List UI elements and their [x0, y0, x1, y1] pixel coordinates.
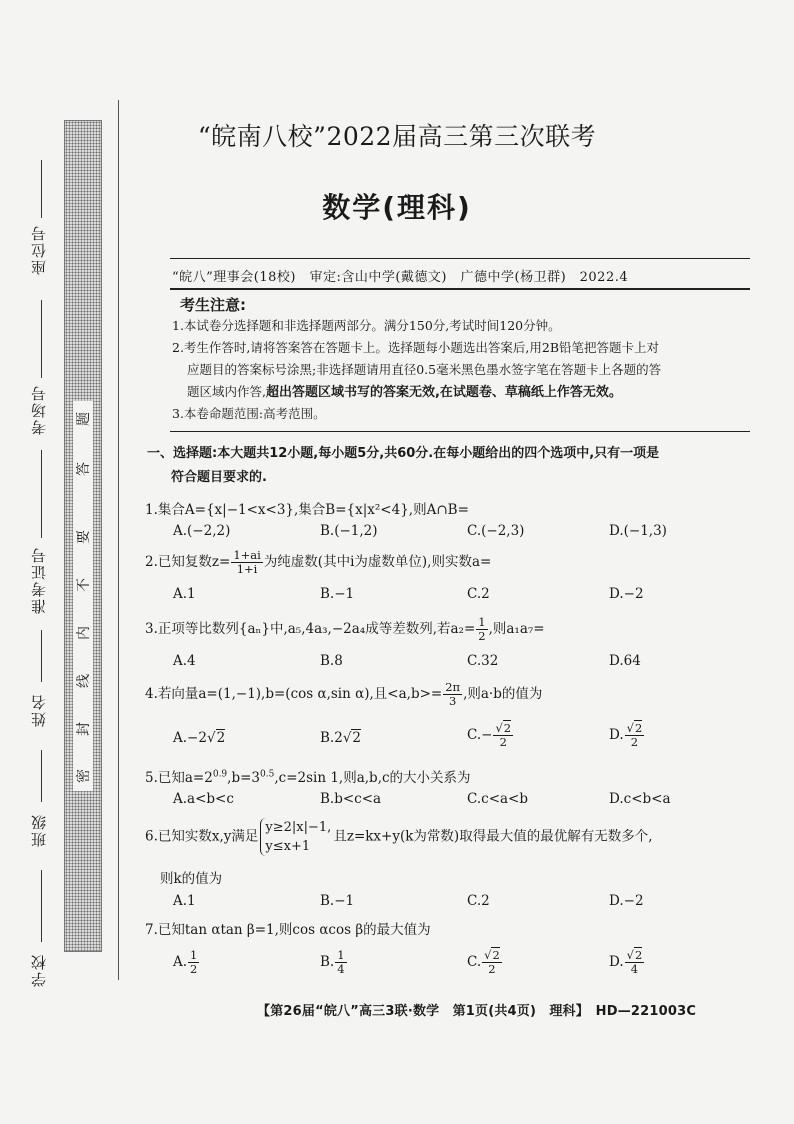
fraction — [335, 949, 346, 976]
fraction — [493, 722, 513, 749]
numerator: √2 — [484, 948, 500, 962]
option-b: B.8 — [320, 653, 343, 669]
question-7: 7.已知tan αtan β=1,则cos αcos β的最大值为 — [145, 922, 431, 938]
numerator: √2 — [626, 948, 643, 962]
option-c — [467, 949, 503, 976]
option-label: C.− — [467, 727, 493, 743]
binding-divider — [118, 100, 119, 980]
radicand: 2 — [492, 948, 500, 962]
option-b: B.(−1,2) — [320, 523, 378, 539]
option-label: A. — [173, 730, 188, 746]
exponent: 0.9 — [212, 769, 228, 780]
question-2 — [145, 549, 491, 576]
seal-char: 答 — [76, 462, 92, 476]
option-d: D.64 — [609, 653, 641, 669]
denominator: 2 — [478, 629, 486, 643]
seal-text-area — [73, 401, 93, 791]
question-5-mid: ,b=3 — [227, 770, 261, 786]
numerator: 1 — [478, 615, 486, 629]
option-a: A.1 — [173, 586, 196, 602]
question-3-post: ,则a₁a₇= — [488, 621, 545, 637]
option-c — [467, 722, 514, 749]
option-b: B.2√2 — [320, 730, 362, 746]
numerator: √2 — [495, 721, 512, 735]
question-4-options — [173, 721, 733, 758]
option-label: D. — [609, 727, 624, 743]
fraction — [231, 549, 263, 576]
question-2-post: 为纯虚数(其中i为虚数单位),则实数a= — [263, 554, 492, 570]
question-5-options — [173, 791, 733, 811]
seal-char: 线 — [76, 674, 92, 688]
exam-title: “皖南八校”2022届高三第三次联考 — [197, 122, 597, 151]
denominator: 4 — [337, 962, 345, 976]
binding-fields — [28, 150, 56, 990]
option-b: B.−1 — [320, 893, 355, 909]
option-d — [609, 722, 645, 749]
seal-char: 题 — [76, 412, 92, 426]
numerator: 1 — [190, 948, 198, 962]
question-4-post: ,则a·b的值为 — [463, 686, 543, 702]
option-d: D.−2 — [609, 893, 644, 909]
question-1-options — [173, 523, 733, 543]
byline: “皖八”理事会(18校) 审定:含山中学(戴德文) 广德中学(杨卫群) 2022.4 — [172, 270, 629, 285]
option-a: A.4 — [173, 653, 196, 669]
question-1: 1.集合A={x|−1<x<3},集合B={x|x²<4},则A∩B= — [145, 502, 469, 518]
notice-rule — [170, 431, 750, 432]
header-rule — [170, 258, 750, 259]
question-6-pre: 6.已知实数x,y满足 — [145, 828, 259, 845]
option-b: B.−1 — [320, 586, 355, 602]
notice-warning: 超出答题区域书写的答案无效,在试题卷、草稿纸上作答无效。 — [265, 385, 622, 400]
option-label: A. — [173, 954, 188, 970]
seat-number-label: 座位号 — [30, 224, 48, 276]
radicand: 2 — [503, 721, 512, 735]
notice-item-2b: 应题目的答案标号涂黑;非选择题请用直径0.5毫米黑色墨水签字笔在答题卡上各题的答 — [187, 362, 662, 377]
admission-number-line — [41, 450, 42, 538]
notice-item-3: 3.本卷命题范围:高考范围。 — [172, 406, 326, 421]
notice-item-2c-text: 题区域内作答, — [187, 384, 266, 399]
seal-char: 密 — [76, 769, 92, 783]
radicand: 2 — [634, 948, 643, 962]
question-5-pre: 5.已知a=2 — [145, 770, 213, 786]
subject-title: 数学(理科) — [322, 191, 472, 224]
notice-item-2a: 2.考生作答时,请将答案答在答题卡上。选择题每小题选出答案后,用2B铅笔把答题卡上对 — [172, 340, 660, 355]
constraint-2: y≤x+1 — [265, 839, 311, 854]
radicand: 2 — [352, 730, 362, 746]
numerator: √2 — [626, 721, 643, 735]
admission-number-label: 准考证号 — [30, 546, 48, 614]
question-5-post: ,c=2sin 1,则a,b,c的大小关系为 — [274, 770, 471, 786]
option-value: 2 — [334, 730, 343, 746]
seal-char: 要 — [76, 530, 92, 544]
denominator: 2 — [190, 962, 198, 976]
denominator: 3 — [448, 694, 457, 708]
seal-char: 不 — [76, 578, 92, 592]
header-rule — [170, 288, 750, 290]
option-c: C.32 — [467, 653, 499, 669]
fraction — [625, 722, 645, 749]
constraint-system — [260, 818, 331, 856]
option-a: A.1 — [173, 893, 196, 909]
fraction — [443, 681, 462, 708]
option-label: B. — [320, 730, 335, 746]
option-a: A.a<b<c — [173, 791, 234, 807]
section-line-2: 符合题目要求的. — [171, 470, 267, 485]
exponent: 0.5 — [260, 769, 275, 780]
question-3 — [145, 616, 545, 643]
exam-room-line — [41, 300, 42, 378]
option-d: D.(−1,3) — [609, 523, 667, 539]
option-c: C.c<a<b — [467, 791, 529, 807]
fraction — [188, 949, 199, 976]
school-label: 学校 — [30, 953, 48, 987]
option-label: B. — [320, 954, 335, 970]
denominator: 4 — [630, 962, 639, 976]
option-c: C.(−2,3) — [467, 523, 525, 539]
section-line-1: 一、选择题:本大题共12小题,每小题5分,共60分.在每小题给出的四个选项中,只有一项是 — [147, 446, 660, 461]
radicand: 2 — [634, 721, 643, 735]
question-6-options — [173, 893, 733, 913]
numerator: 1+ai — [233, 548, 261, 562]
question-2-pre: 2.已知复数z= — [145, 554, 231, 570]
question-6 — [145, 818, 653, 856]
notice-item-2c — [187, 381, 747, 404]
question-4-pre: 4.若向量a=(1,−1),b=(cos α,sin α),且<a,b>= — [145, 686, 443, 702]
fraction — [482, 949, 502, 976]
denominator: 2 — [488, 962, 496, 976]
option-d — [609, 949, 645, 976]
question-7-options — [173, 948, 733, 985]
seal-strip — [64, 120, 102, 952]
option-a: A.−2√2 — [173, 730, 226, 746]
option-d: D.−2 — [609, 586, 644, 602]
option-b — [320, 949, 348, 976]
fraction — [476, 616, 487, 643]
class-line — [41, 750, 42, 802]
question-6-post: 且z=kx+y(k为常数)取得最大值的最优解有无数多个, — [333, 828, 653, 845]
denominator: 1+i — [236, 562, 258, 576]
question-5 — [145, 766, 471, 786]
question-3-options — [173, 653, 733, 673]
page-footer: 【第26届“皖八”高三3联·数学 第1页(共4页) 理科】 HD—221003C — [257, 1004, 697, 1019]
exam-room-label: 考场号 — [30, 384, 48, 436]
numerator: 2π — [445, 680, 461, 694]
section-heading — [147, 442, 737, 490]
option-a — [173, 949, 200, 976]
name-line — [41, 630, 42, 682]
school-line — [41, 870, 42, 942]
option-d: D.c<b<a — [609, 791, 671, 807]
constraint-1: y≥2|x|−1, — [265, 820, 332, 835]
fraction — [625, 949, 645, 976]
notice-title: 考生注意: — [180, 296, 246, 314]
notice-item-1: 1.本试卷分选择题和非选择题两部分。满分150分,考试时间120分钟。 — [172, 318, 561, 333]
question-4 — [145, 681, 542, 708]
option-value: −2 — [187, 730, 207, 746]
option-label: C. — [467, 954, 482, 970]
option-c: C.2 — [467, 893, 490, 909]
radicand: 2 — [216, 730, 226, 746]
option-label: D. — [609, 954, 624, 970]
question-3-pre: 3.正项等比数列{aₙ}中,a₅,4a₃,−2a₄成等差数列,若a₂= — [145, 621, 476, 637]
name-label: 姓名 — [30, 693, 48, 727]
seal-char: 封 — [76, 722, 92, 736]
numerator: 1 — [337, 948, 345, 962]
denominator: 2 — [499, 735, 507, 749]
question-6-line-2: 则k的值为 — [160, 871, 223, 887]
denominator: 2 — [630, 735, 639, 749]
class-label: 班级 — [30, 813, 48, 847]
seal-char: 内 — [76, 626, 92, 640]
option-c: C.2 — [467, 586, 490, 602]
option-a: A.(−2,2) — [173, 523, 231, 539]
option-b: B.b<c<a — [320, 791, 382, 807]
question-2-options — [173, 586, 733, 606]
